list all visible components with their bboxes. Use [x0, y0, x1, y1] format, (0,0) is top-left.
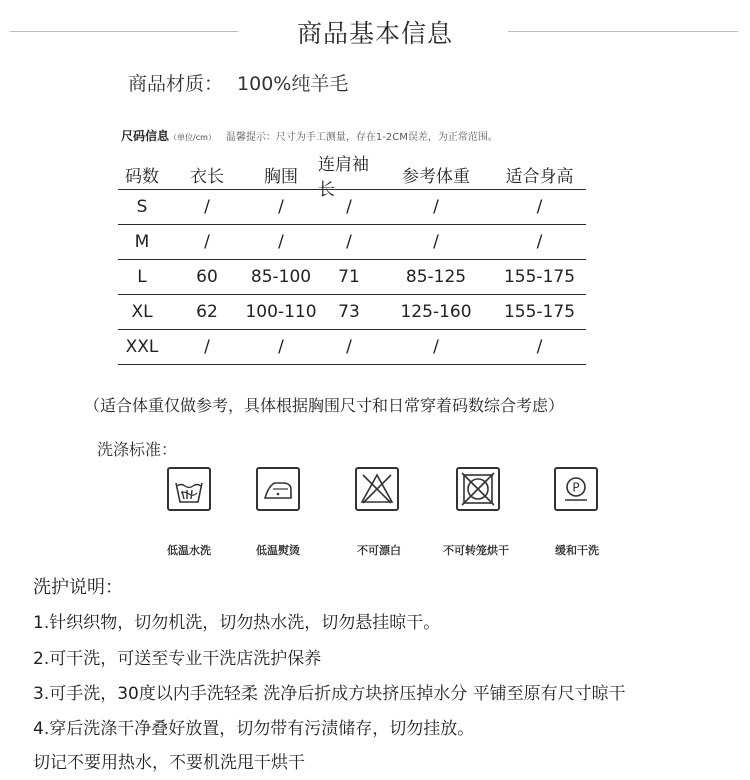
table-cell: 125-160	[400, 302, 472, 322]
care-instructions-title: 洗护说明：	[33, 577, 123, 598]
table-cell: XXL	[125, 337, 159, 357]
table-cell: /	[278, 337, 284, 357]
material-value: 100%纯羊毛	[237, 73, 349, 95]
size-info-heading	[121, 125, 498, 144]
table-cell: /	[346, 197, 352, 217]
table-cell: 85-100	[250, 267, 312, 287]
material-line	[128, 69, 348, 96]
table-cell: /	[536, 337, 543, 357]
weight-reference-note: （适合体重仅做参考，具体根据胸围尺寸和日常穿着码数综合考虑）	[84, 396, 565, 415]
table-cell: XL	[131, 302, 153, 322]
header-cell-sleeve: 连肩袖长	[318, 154, 369, 200]
table-cell: /	[433, 197, 439, 217]
table-row	[118, 190, 586, 225]
table-cell: 62	[196, 302, 218, 322]
table-cell: 100-110	[245, 302, 317, 322]
care-instruction-line: 3.可手洗，30度以内手洗轻柔 洗净后折成方块挤压掉水分 平铺至原有尺寸晾干	[33, 684, 626, 704]
table-row	[118, 330, 586, 365]
care-instruction-line: 1.针织织物，切勿机洗，切勿热水洗，切勿悬挂晾干。	[33, 613, 441, 633]
no-bleach-icon	[355, 467, 399, 511]
table-cell: /	[536, 197, 543, 217]
table-cell: 73	[338, 302, 360, 322]
care-label: 不可漂白	[357, 544, 401, 557]
table-cell: /	[278, 197, 284, 217]
table-row	[118, 295, 586, 330]
header-cell-height: 适合身高	[505, 167, 574, 187]
section-title: 商品基本信息	[296, 19, 453, 48]
care-instruction-line: 切记不要用热水，不要机洗甩干烘干	[33, 753, 305, 773]
low-temp-iron-icon	[256, 467, 300, 511]
wash-standard-title: 洗涤标准：	[97, 440, 178, 459]
table-cell: 60	[196, 267, 218, 287]
table-cell: /	[204, 337, 210, 357]
table-cell: /	[204, 232, 210, 252]
table-cell: S	[136, 197, 148, 217]
table-row	[118, 225, 586, 260]
care-label: 不可转笼烘干	[443, 544, 509, 557]
header-cell-size: 码数	[125, 167, 159, 187]
table-cell: /	[433, 232, 439, 252]
material-label: 商品材质：	[128, 73, 224, 95]
care-label: 低温水洗	[167, 544, 211, 557]
table-cell: 155-175	[503, 267, 576, 287]
table-cell: L	[137, 267, 147, 287]
table-cell: /	[433, 337, 439, 357]
care-label: 缓和干洗	[555, 544, 599, 557]
svg-text:P: P	[572, 480, 580, 495]
header-cell-chest: 胸围	[264, 167, 298, 187]
table-cell: /	[536, 232, 543, 252]
header-cell-weight: 参考体重	[402, 167, 470, 187]
care-instruction-line: 2.可干洗，可送至专业干洗店洗护保养	[33, 649, 322, 669]
size-info-title: 尺码信息	[121, 129, 170, 143]
size-table	[118, 154, 586, 365]
no-tumble-dry-icon	[456, 467, 500, 511]
table-cell: 71	[338, 267, 360, 287]
table-cell: /	[346, 232, 352, 252]
table-cell: /	[204, 197, 210, 217]
table-row	[118, 260, 586, 295]
table-cell: M	[134, 232, 150, 252]
header-cell-length: 衣长	[190, 167, 224, 187]
low-temp-wash-icon	[167, 467, 211, 511]
table-cell: 155-175	[503, 302, 576, 322]
care-label: 低温熨烫	[256, 544, 300, 557]
table-cell: /	[346, 337, 352, 357]
table-header-row	[118, 154, 586, 200]
size-info-unit: （单位/cm）	[169, 133, 216, 142]
gentle-dry-clean-icon	[554, 467, 598, 511]
table-cell: /	[278, 232, 284, 252]
table-cell: 85-125	[405, 267, 467, 287]
care-instruction-line: 4.穿后洗涤干净叠好放置，切勿带有污渍储存，切勿挂放。	[33, 719, 475, 739]
size-info-tip: 温馨提示：尺寸为手工测量，存在1-2CM误差，为正常范围。	[225, 132, 498, 143]
